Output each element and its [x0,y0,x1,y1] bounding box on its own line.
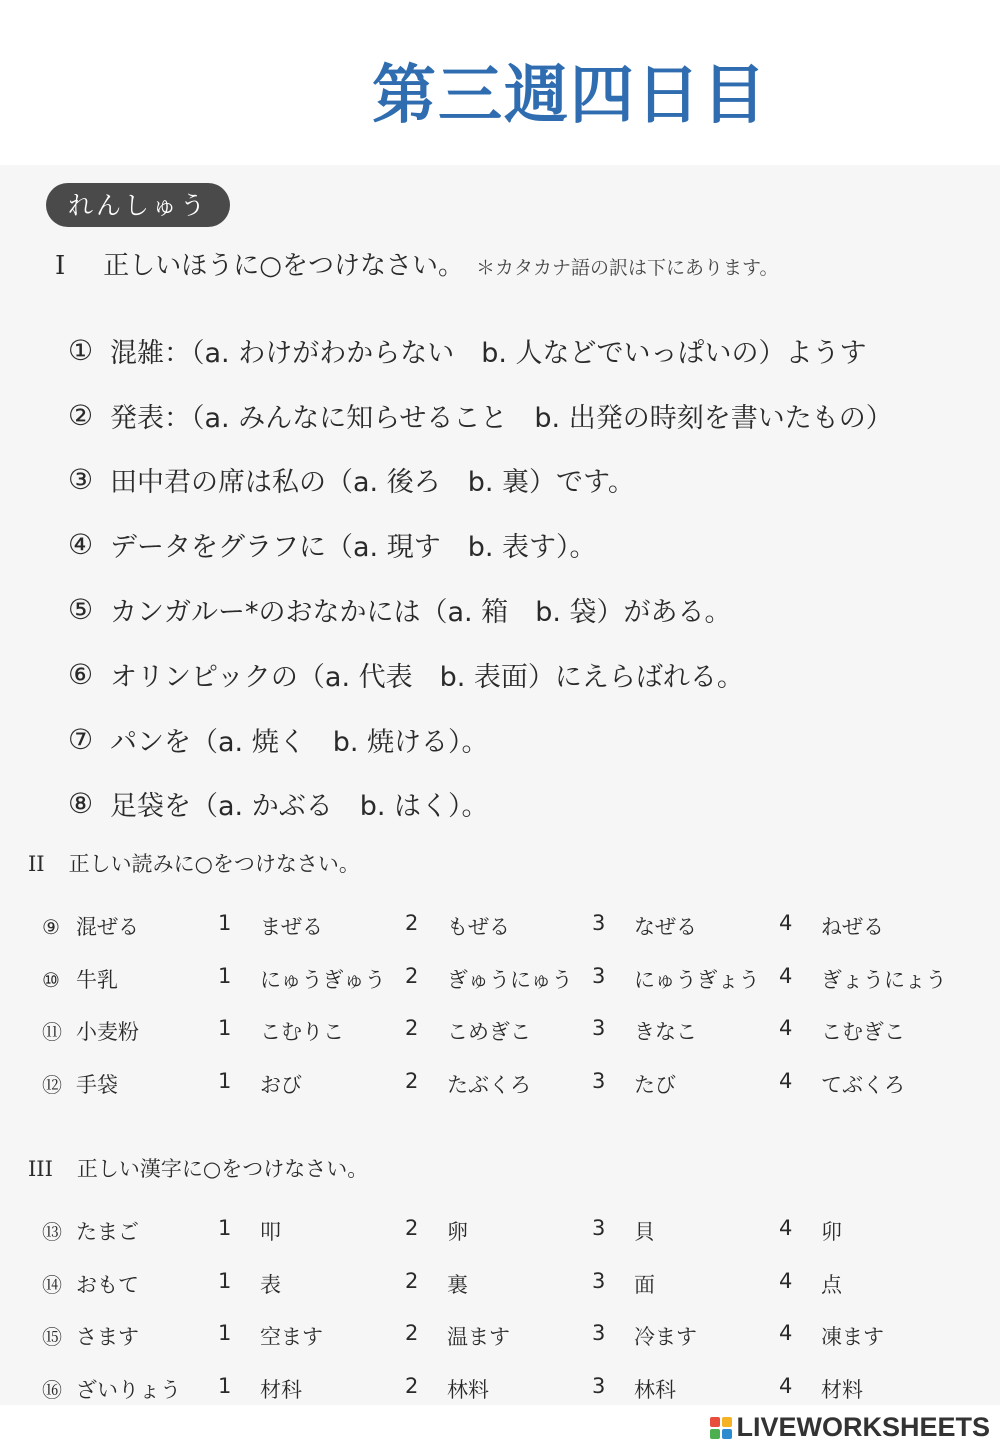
question-text: 発表：（a. みんなに知らせること b. 出発の時刻を書いたもの） [110,402,893,434]
option-text: 林科 [634,1377,676,1402]
option-2[interactable] [405,1321,592,1351]
option-number: 3 [592,1321,606,1346]
section-3-header [28,1153,368,1183]
option-text: にゅうぎょう [634,967,760,992]
question-text: 足袋を（a. かぶる b. はく）。 [110,791,489,823]
option-text: 裏 [447,1272,468,1297]
option-3[interactable] [592,1269,779,1299]
option-text: おび [260,1072,302,1097]
option-4[interactable] [779,1216,949,1246]
question-word: ざいりょう [76,1377,181,1402]
question-number: ③ [68,463,94,497]
option-number: 4 [779,1373,793,1398]
question-label [42,1269,218,1299]
option-4[interactable] [779,1269,949,1299]
section-1-note: ＊カタカナ語の訳は下にあります。 [475,257,779,279]
question-text: 混雑：（a. わけがわからない b. 人などでいっぱいの）ようす [110,337,867,369]
option-3[interactable] [592,1216,779,1246]
reading-question-12 [42,1058,949,1111]
question-number: ⑯ [42,1377,62,1402]
option-number: 2 [405,1268,419,1293]
option-1[interactable] [218,1069,405,1099]
option-4[interactable] [779,1016,949,1046]
section-1-header [55,245,778,282]
option-1[interactable] [218,1321,405,1351]
option-4[interactable] [779,911,949,941]
option-4[interactable] [779,1321,949,1351]
question-label [42,1216,218,1246]
option-number: 1 [218,1321,232,1346]
reading-question-11 [42,1005,949,1058]
option-number: 1 [218,1068,232,1093]
question-6[interactable] [68,642,893,707]
option-text: ぎょうにょう [821,967,947,992]
option-number: 4 [779,911,793,936]
question-number: ⑦ [68,722,94,756]
question-text: データをグラフに（a. 現す b. 表す）。 [110,532,597,564]
option-text: 点 [821,1272,842,1297]
option-2[interactable] [405,1269,592,1299]
mark-square-4 [722,1429,732,1439]
option-3[interactable] [592,1321,779,1351]
option-2[interactable] [405,1216,592,1246]
option-2[interactable] [405,1016,592,1046]
question-text: オリンピックの（a. 代表 b. 表面）にえらばれる。 [110,661,744,693]
option-number: 2 [405,963,419,988]
option-1[interactable] [218,1269,405,1299]
question-word: 混ぜる [76,915,139,940]
option-text: きなこ [634,1020,697,1045]
renshu-badge: れんしゅう [46,183,230,227]
option-number: 4 [779,1016,793,1041]
option-text: 冷ます [634,1325,697,1350]
option-number: 1 [218,1268,232,1293]
option-text: 材料 [821,1377,863,1402]
option-number: 2 [405,1068,419,1093]
section-2-instruction: 正しい読みに○をつけなさい。 [68,852,360,876]
page-title: 第三週四日目 [372,59,768,133]
question-text: カンガルー*のおなかには（a. 箱 b. 袋）がある。 [110,597,732,629]
option-text: 卯 [821,1220,842,1245]
option-3[interactable] [592,911,779,941]
question-word: 小麦粉 [76,1020,139,1045]
section-3-roman: III [28,1157,53,1181]
option-number: 2 [405,911,419,936]
kanji-question-16 [42,1363,949,1416]
option-number: 2 [405,1321,419,1346]
mark-square-1 [710,1417,720,1427]
question-word: たまご [76,1220,139,1245]
mark-square-3 [710,1429,720,1439]
question-text: パンを（a. 焼く b. 焼ける）。 [110,726,489,758]
question-word: おもて [76,1272,139,1297]
option-number: 2 [405,1016,419,1041]
option-1[interactable] [218,911,405,941]
question-4[interactable] [68,512,893,577]
question-number: ⑤ [68,593,94,627]
question-2[interactable] [68,383,893,448]
option-2[interactable] [405,911,592,941]
section-3-grid [42,1205,949,1415]
reading-question-9 [42,900,949,953]
option-number: 3 [592,911,606,936]
liveworksheets-logo[interactable] [710,1412,990,1443]
option-4[interactable] [779,1069,949,1099]
question-number: ④ [68,528,94,562]
option-text: ねぜる [821,915,884,940]
option-number: 4 [779,1268,793,1293]
option-1[interactable] [218,964,405,994]
mark-square-2 [722,1417,732,1427]
option-number: 4 [779,1321,793,1346]
option-text: なぜる [634,915,697,940]
option-2[interactable] [405,1069,592,1099]
section-1-instruction: 正しいほうに○をつけなさい。 [103,251,464,281]
option-number: 3 [592,1016,606,1041]
question-label [42,1321,218,1351]
question-number: ⑮ [42,1325,62,1350]
question-7[interactable] [68,707,893,772]
question-1[interactable] [68,318,893,383]
option-number: 1 [218,911,232,936]
question-number: ⑬ [42,1220,62,1245]
option-1[interactable] [218,1216,405,1246]
option-text: 温ます [447,1325,510,1350]
kanji-question-14 [42,1258,949,1311]
question-number: ⑨ [42,915,60,940]
option-1[interactable] [218,1374,405,1404]
option-text: こむりこ [260,1020,344,1045]
option-2[interactable] [405,964,592,994]
question-label [42,964,218,994]
question-8[interactable] [68,772,893,837]
question-number: ⑭ [42,1272,62,1297]
option-number: 1 [218,1216,232,1241]
option-number: 4 [779,963,793,988]
option-number: 1 [218,1373,232,1398]
section-3-instruction: 正しい漢字に○をつけなさい。 [76,1157,369,1181]
option-text: 叩 [260,1220,281,1245]
option-3[interactable] [592,1069,779,1099]
option-4[interactable] [779,964,949,994]
option-1[interactable] [218,1016,405,1046]
question-number: ⑧ [68,787,94,821]
option-number: 3 [592,1373,606,1398]
option-text: たび [634,1072,676,1097]
option-text: 卵 [447,1220,468,1245]
option-3[interactable] [592,964,779,994]
liveworksheets-logo-text: LIVEWORKSHEETS [736,1412,990,1442]
reading-question-10 [42,953,949,1006]
option-4[interactable] [779,1374,949,1404]
question-label [42,1069,218,1099]
question-number: ⑪ [42,1020,62,1045]
question-word: 手袋 [76,1072,118,1097]
kanji-question-15 [42,1310,949,1363]
kanji-question-13 [42,1205,949,1258]
option-number: 2 [405,1373,419,1398]
section-2-grid [42,900,949,1110]
option-text: たぶくろ [447,1072,531,1097]
section-2-header [28,848,360,878]
option-3[interactable] [592,1374,779,1404]
option-number: 1 [218,1016,232,1041]
option-2[interactable] [405,1374,592,1404]
option-text: 材科 [260,1377,302,1402]
option-text: 貝 [634,1220,655,1245]
question-number: ⑫ [42,1072,62,1097]
question-label [42,1374,218,1404]
option-text: こめぎこ [447,1020,531,1045]
option-text: 表 [260,1272,281,1297]
option-text: 林料 [447,1377,489,1402]
option-number: 2 [405,1216,419,1241]
option-number: 4 [779,1068,793,1093]
question-word: 牛乳 [76,967,118,992]
option-number: 3 [592,1268,606,1293]
question-word: さます [76,1325,139,1350]
option-text: てぶくろ [821,1072,905,1097]
question-number: ⑩ [42,967,60,992]
question-label [42,1016,218,1046]
question-number: ② [68,398,94,432]
option-text: 凍ます [821,1325,884,1350]
option-number: 3 [592,1068,606,1093]
option-text: ぎゅうにゅう [447,967,573,992]
option-text: もぜる [447,915,510,940]
liveworksheets-mark-icon [710,1417,732,1439]
question-5[interactable] [68,577,893,642]
question-label [42,911,218,941]
section-1-roman: I [55,251,66,281]
option-text: まぜる [260,915,323,940]
question-3[interactable] [68,448,893,513]
section-1-questions [68,318,893,836]
question-number: ⑥ [68,657,94,691]
option-number: 3 [592,1216,606,1241]
option-text: 面 [634,1272,655,1297]
question-number: ① [68,333,94,367]
option-number: 1 [218,963,232,988]
option-text: こむぎこ [821,1020,905,1045]
option-number: 3 [592,963,606,988]
option-3[interactable] [592,1016,779,1046]
option-text: 空ます [260,1325,323,1350]
option-text: にゅうぎゅう [260,967,386,992]
option-number: 4 [779,1216,793,1241]
question-text: 田中君の席は私の（a. 後ろ b. 裏）です。 [110,467,635,499]
section-2-roman: II [28,852,45,876]
